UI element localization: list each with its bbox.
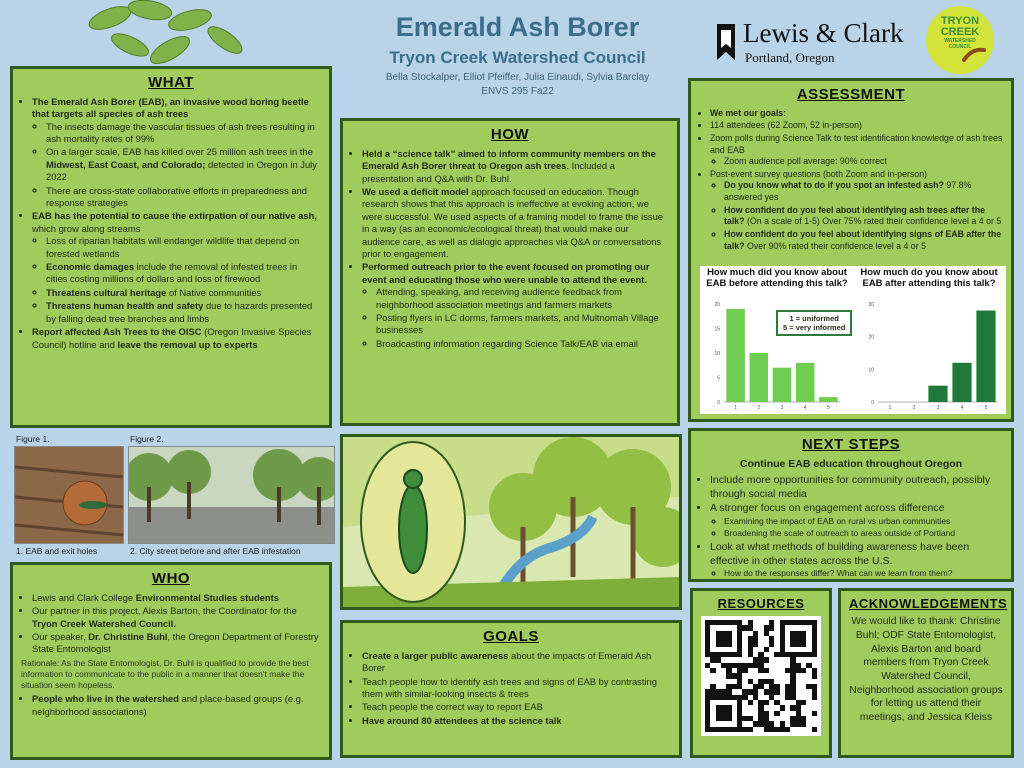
what-sub-bullet: ◦ Threatens human health and safety due to hazards presented by falling dead tree branches and limbs bbox=[46, 300, 321, 325]
what-sub-bullet: ◦ On a larger scale, EAB has killed over 25 million ash trees in the Midwest, East Coast, and Colorado; detected in Oregon in July 2022 bbox=[46, 146, 321, 183]
who-heading: WHO bbox=[151, 570, 191, 587]
goals-bullet: • Have around 80 attendees at the science talk bbox=[362, 715, 671, 727]
survey-charts bbox=[700, 266, 1006, 414]
goals-bullet: • Create a larger public awareness about the impacts of Emerald Ash Borer bbox=[362, 650, 671, 675]
course-line: ENVS 295 Fa22 bbox=[481, 86, 554, 97]
how-bullet: • Held a “science talk” aimed to inform community members on the Emerald Ash Borer threat to Oregon ash trees. Included a presentation and Q&A with Dr. Buhl. bbox=[362, 148, 669, 185]
y-tick-label: 0 bbox=[871, 400, 874, 406]
acknowledgements-text: We would like to thank: Christine Buhl; ODF State Entomologist, Alexis Barton and board members from Tryon Creek Watershed Council, Neighborhood association groups for letting us attend their meetings, and Jessica Kleiss bbox=[849, 616, 1003, 723]
poster-title: Emerald Ash Borer bbox=[395, 12, 640, 42]
next-steps-bullet: • Look at what methods of building awareness have been effective in other states across the U.S. ◦ How do the responses differ? What can we learn from them? bbox=[710, 541, 1003, 580]
x-tick-label: 4 bbox=[803, 405, 807, 411]
x-tick-label: 1 bbox=[888, 405, 892, 411]
resources-panel bbox=[690, 588, 832, 758]
assessment-sub-bullet: ◦ Zoom audience poll average: 90% correct bbox=[724, 156, 1003, 168]
resources-heading: RESOURCES bbox=[717, 596, 805, 611]
acknowledgements-heading: ACKNOWLEDGEMENTS bbox=[849, 596, 1008, 611]
x-tick-label: 5 bbox=[827, 405, 830, 411]
x-tick-label: 2 bbox=[912, 405, 916, 411]
x-tick-label: 2 bbox=[757, 405, 761, 411]
who-bullet: • Our partner in this project, Alexis Barton, the Coordinator for the Tryon Creek Watershed Council. bbox=[32, 605, 321, 630]
what-sub-bullet: ◦ Economic damages include the removal of infested trees in cities costing millions of dollars and loss of firewood bbox=[46, 261, 321, 286]
y-tick-label: 5 bbox=[717, 375, 720, 382]
what-heading: WHAT bbox=[148, 74, 194, 91]
what-sub-bullet: ◦ The insects damage the vascular tissues of ash trees resulting in ash mortality rates of 99% bbox=[46, 121, 321, 146]
bar bbox=[819, 397, 838, 402]
how-heading: HOW bbox=[490, 126, 530, 143]
figure-2-photo bbox=[128, 446, 335, 544]
next-steps-sub-bullet: ◦ Broadening the scale of outreach to areas outside of Portland bbox=[724, 528, 1003, 539]
bar bbox=[928, 386, 947, 402]
who-panel bbox=[10, 562, 332, 760]
y-tick-label: 30 bbox=[868, 302, 874, 308]
next-steps-subheading: Continue EAB education throughout Oregon bbox=[739, 457, 963, 470]
assessment-sub-bullet: ◦ Do you know what to do if you spot an infested ash? 97.8% answered yes bbox=[724, 180, 1003, 203]
how-bullet: • Performed outreach prior to the event focused on promoting our event and educating those who were unable to attend the event. ◦ Attending, speaking, and receiving audience feedback from neighborhood association meetings and farmers markets ◦ Posting flyers in LC dorms, farmers markets, and Multnomah Village businesses ◦ Broadcasting information regarding Science Talk/EAB via email bbox=[362, 261, 669, 350]
how-sub-bullet: ◦ Broadcasting information regarding Science Talk/EAB via email bbox=[376, 338, 669, 350]
next-steps-sub-bullet: ◦ How do the responses differ? What can we learn from them? bbox=[724, 568, 1003, 579]
y-tick-label: 15 bbox=[714, 326, 720, 333]
x-tick-label: 3 bbox=[936, 405, 940, 411]
next-steps-bullet: • Include more opportunities for community outreach, possibly through social media bbox=[710, 474, 1003, 502]
chart-after-title: How much do you know about EAB after attending this talk? bbox=[860, 267, 998, 289]
y-tick-label: 0 bbox=[717, 400, 720, 406]
bar bbox=[750, 353, 769, 402]
x-tick-label: 3 bbox=[780, 405, 784, 411]
y-tick-label: 20 bbox=[714, 302, 720, 308]
salamander-icon bbox=[962, 44, 986, 64]
figure-2-label: Figure 2. bbox=[130, 434, 164, 444]
bar bbox=[952, 363, 971, 402]
x-tick-label: 4 bbox=[960, 405, 964, 411]
next-steps-heading: NEXT STEPS bbox=[801, 436, 901, 453]
qr-code[interactable] bbox=[701, 616, 821, 736]
lewis-clark-emblem-icon bbox=[715, 22, 737, 62]
y-tick-label: 20 bbox=[868, 334, 874, 341]
assessment-bullet: • Post-event survey questions (both Zoom and in-person) ◦ Do you know what to do if you spot an infested ash? 97.8% answered yes ◦ How confident do you feel about identifying ash trees after the talk? (On a scale of 1-5) Over 75% rated their confidence level a 4 or 5 ◦ How confident do you feel about identifying signs of EAB after the talk? Over 90% rated their confidence level a 4 or 5 bbox=[710, 169, 1003, 252]
how-sub-bullet: ◦ Posting flyers in LC dorms, farmers markets, and Multnomah Village businesses bbox=[376, 312, 669, 337]
assessment-bullet: • Zoom polls during Science Talk to test identification knowledge of ash trees and EAB ◦ Zoom audience poll average: 90% correct bbox=[710, 133, 1003, 168]
acknowledgements-panel bbox=[838, 588, 1014, 758]
bar bbox=[773, 368, 792, 402]
lewis-clark-logo bbox=[715, 18, 915, 68]
how-bullet: • We used a deficit model approach focused on education. Though research shows that this approach is ineffective at evoking action, we were successful. We used aspects of a framing model to frame the issue in a way (as an economic/ecological threat) that would make our audience care, as well as dialogic approaches via Q&A or conversations prior to engagement. bbox=[362, 186, 669, 260]
assessment-sub-bullet: ◦ How confident do you feel about identifying ash trees after the talk? (On a scale of 1-5) Over 75% rated their confidence level a 4 or 5 bbox=[724, 205, 1003, 228]
chart-legend: 1 = uniformed 5 = very informed bbox=[776, 310, 852, 336]
x-tick-label: 5 bbox=[984, 405, 988, 411]
assessment-sub-bullet: ◦ How confident do you feel about identifying signs of EAB after the talk? Over 90% rated their confidence level a 4 or 5 bbox=[724, 229, 1003, 252]
who-bullet: • Our speaker, Dr. Christine Buhl, the Oregon Department of Forestry State Entomologist bbox=[32, 631, 321, 656]
y-tick-label: 10 bbox=[868, 367, 874, 374]
what-sub-bullet: ◦ Threatens cultural heritage of Native communities bbox=[46, 287, 321, 299]
figure-2-caption: 2. City street before and after EAB infestation bbox=[130, 546, 301, 556]
goals-bullet: • Teach people how to identify ash trees and signs of EAB by contrasting them with similar-looking insects & trees bbox=[362, 676, 671, 701]
ash-leaves-illustration bbox=[70, 0, 260, 70]
figure-1-caption: 1. EAB and exit holes bbox=[16, 546, 98, 556]
how-sub-bullet: ◦ Attending, speaking, and receiving audience feedback from neighborhood association meetings and farmers markets bbox=[376, 286, 669, 311]
bar bbox=[796, 363, 815, 402]
goals-heading: GOALS bbox=[483, 628, 539, 645]
what-sub-bullet: ◦ There are cross-state collaborative efforts in preparedness and response strategies bbox=[46, 185, 321, 210]
poster-subtitle: Tryon Creek Watershed Council bbox=[389, 48, 646, 67]
figure-1-label: Figure 1. bbox=[16, 434, 50, 444]
next-steps-sub-bullet: ◦ Examining the impact of EAB on rural vs urban communities bbox=[724, 516, 1003, 527]
next-steps-bullet: • A stronger focus on engagement across difference ◦ Examining the impact of EAB on rural vs urban communities ◦ Broadening the scale of outreach to areas outside of Portland bbox=[710, 502, 1003, 539]
goals-bullet: • Teach people the correct way to report EAB bbox=[362, 701, 671, 713]
goals-panel bbox=[340, 620, 682, 758]
what-panel bbox=[10, 66, 332, 428]
next-steps-panel bbox=[688, 428, 1014, 582]
tryon-creek-logo: TRYON CREEK WATERSHED COUNCIL bbox=[926, 6, 994, 74]
what-bullet: • Report affected Ash Trees to the OISC (Oregon Invasive Species Council) hotline and leave the removal up to experts bbox=[32, 326, 321, 351]
who-rationale: Rationale: As the State Entomologist, Dr. Buhl is qualified to provide the best information to communicate to the public in a manner that doesn't make the situation seem hopeless. bbox=[21, 657, 309, 691]
what-bullet: • The Emerald Ash Borer (EAB), an invasive wood boring beetle that targets all species of ash trees ◦ The insects damage the vascular tissues of ash trees resulting in ash mortality rates of 99% ◦ On a larger scale, EAB has killed over 25 million ash trees in the Midwest, East Coast, and Colorado; detected in Oregon in July 2022 ◦ There are cross-state collaborative efforts in preparedness and response strategies bbox=[32, 96, 321, 210]
survey-charts-svg bbox=[700, 266, 1006, 414]
what-bullet: • EAB has the potential to cause the extirpation of our native ash, which grow along streams ◦ Loss of riparian habitats will endanger wildlife that depend on forested wetlands ◦ Economic damages include the removal of infested trees in cities costing millions of dollars and loss of firewood ◦ Threatens cultural heritage of Native communities ◦ Threatens human health and safety due to hazards presented by falling dead tree branches and limbs bbox=[32, 210, 321, 325]
x-tick-label: 1 bbox=[734, 405, 737, 411]
chart-before-title: How much did you know about EAB before attending this talk? bbox=[706, 267, 848, 289]
assessment-bullet: • We met our goals: bbox=[710, 108, 1003, 120]
authors-line: Bella Stockalper, Elliot Pfeiffer, Julia Einaudi, Sylvia Barclay bbox=[385, 72, 650, 83]
assessment-heading: ASSESSMENT bbox=[796, 86, 906, 103]
assessment-bullet: • 114 attendees (62 Zoom, 52 in-person) bbox=[710, 120, 1003, 132]
lewis-clark-place: Portland, Oregon bbox=[745, 50, 835, 65]
y-tick-label: 10 bbox=[714, 351, 720, 357]
who-bullet: • People who live in the watershed and place-based groups (e.g. neighborhood associations) bbox=[32, 693, 321, 718]
bar bbox=[976, 311, 995, 402]
who-bullet: • Lewis and Clark College Environmental Studies students bbox=[32, 592, 321, 604]
lewis-clark-name: Lewis & Clark bbox=[743, 18, 904, 48]
figure-1-photo bbox=[14, 446, 124, 544]
bar bbox=[726, 309, 745, 402]
beetle-illustration bbox=[340, 434, 682, 610]
what-sub-bullet: ◦ Loss of riparian habitats will endanger wildlife that depend on forested wetlands bbox=[46, 235, 321, 260]
how-panel bbox=[340, 118, 680, 426]
